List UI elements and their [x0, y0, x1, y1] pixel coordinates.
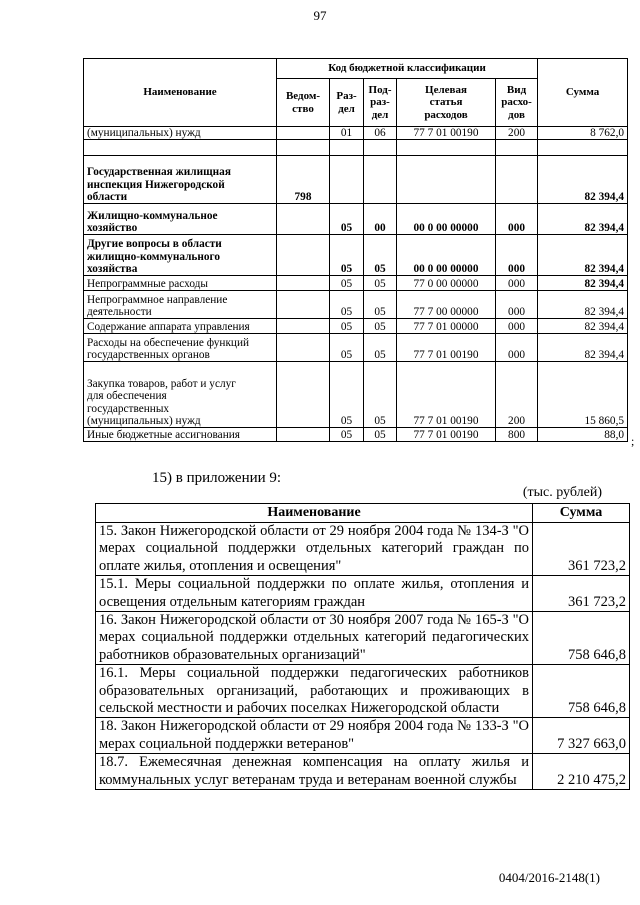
header-expense-kind: Вид расхо- дов [496, 79, 538, 127]
table-row [84, 362, 628, 428]
row-section: 05 [330, 428, 364, 442]
row-amount: 82 394,4 [538, 319, 628, 334]
row-target-article: 77 7 01 00190 [397, 362, 496, 428]
row-target-article: 77 7 01 00190 [397, 428, 496, 442]
row-section: 05 [330, 276, 364, 291]
appendix-header-name: Наименование [96, 504, 533, 523]
row-target-article: 77 0 00 00000 [397, 276, 496, 291]
row-expense-kind: 800 [496, 428, 538, 442]
document-code: 0404/2016-2148(1) [498, 870, 600, 885]
row-expense-kind: 000 [496, 204, 538, 235]
table-row [84, 156, 628, 204]
header-classification-group: Код бюджетной классификации [277, 59, 538, 79]
row-section: 05 [330, 235, 364, 276]
appendix-row [96, 718, 630, 754]
appendix-table-body [96, 523, 630, 790]
row-dept [277, 127, 330, 140]
row-dept [277, 235, 330, 276]
appendix-row-name: 16.1. Меры социальной поддержки педагогических работников образовательных организаций, работающих и проживающих в сельской местности и рабочих поселках Нижегородской области [96, 665, 533, 718]
appendix-row [96, 523, 630, 576]
row-dept [277, 319, 330, 334]
row-target-article: 77 7 01 00190 [397, 334, 496, 362]
header-subsection: Под- раз- дел [364, 79, 397, 127]
trailing-semicolon: ; [631, 434, 635, 448]
appendix-row [96, 754, 630, 790]
row-target-article: 77 7 01 00000 [397, 319, 496, 334]
appendix-row-amount: 758 646,8 [533, 665, 630, 718]
row-expense-kind: 000 [496, 334, 538, 362]
row-expense-kind: 000 [496, 276, 538, 291]
row-expense-kind: 000 [496, 235, 538, 276]
appendix-row-name: 18.7. Ежемесячная денежная компенсация на оплату жилья и коммунальных услуг ветеранам труда и ветеранам военной службы [96, 754, 533, 790]
row-section [330, 140, 364, 156]
budget-table-body [84, 127, 628, 442]
budget-classification-table [83, 58, 628, 442]
row-subsection: 05 [364, 291, 397, 319]
appendix-title: 15) в приложении 9: [152, 470, 282, 486]
row-name: Жилищно-коммунальное хозяйство [84, 204, 277, 235]
table-row [84, 291, 628, 319]
row-subsection: 05 [364, 428, 397, 442]
row-dept: 798 [277, 156, 330, 204]
units-note: (тыс. рублей) [522, 485, 602, 500]
table-row [84, 204, 628, 235]
header-dept: Ведом- ство [277, 79, 330, 127]
row-name: Содержание аппарата управления [84, 319, 277, 334]
row-subsection: 05 [364, 235, 397, 276]
header-target-article: Целевая статья расходов [397, 79, 496, 127]
row-amount: 82 394,4 [538, 334, 628, 362]
appendix-row-name: 15.1. Меры социальной поддержки по оплате жилья, отопления и освещения отдельным категориям граждан [96, 576, 533, 612]
row-name: Расходы на обеспечение функций государственных органов [84, 334, 277, 362]
table-row [84, 319, 628, 334]
row-expense-kind: 000 [496, 319, 538, 334]
row-expense-kind: 200 [496, 362, 538, 428]
row-expense-kind: 200 [496, 127, 538, 140]
row-name: (муниципальных) нужд [84, 127, 277, 140]
header-amount: Сумма [538, 59, 628, 127]
row-subsection: 06 [364, 127, 397, 140]
row-name [84, 140, 277, 156]
row-subsection: 05 [364, 276, 397, 291]
row-subsection [364, 140, 397, 156]
row-subsection: 00 [364, 204, 397, 235]
appendix-row [96, 576, 630, 612]
row-name: Иные бюджетные ассигнования [84, 428, 277, 442]
table-row [84, 140, 628, 156]
appendix-row [96, 612, 630, 665]
row-section: 05 [330, 334, 364, 362]
table-row [84, 334, 628, 362]
row-dept [277, 140, 330, 156]
row-expense-kind: 000 [496, 291, 538, 319]
appendix-row [96, 665, 630, 718]
table-row [84, 276, 628, 291]
row-amount: 88,0 [538, 428, 628, 442]
row-amount: 82 394,4 [538, 235, 628, 276]
row-subsection [364, 156, 397, 204]
appendix-row-name: 15. Закон Нижегородской области от 29 ноября 2004 года № 134-З "О мерах социальной поддержки отдельных категорий граждан по оплате жилья, отопления и освещения" [96, 523, 533, 576]
row-dept [277, 291, 330, 319]
row-target-article: 00 0 00 00000 [397, 204, 496, 235]
appendix-row-amount: 361 723,2 [533, 523, 630, 576]
appendix-row-amount: 7 327 663,0 [533, 718, 630, 754]
table-row [84, 428, 628, 442]
row-name: Закупка товаров, работ и услуг для обеспечения государственных (муниципальных) нужд [84, 362, 277, 428]
row-name: Непрограммное направление деятельности [84, 291, 277, 319]
row-amount: 82 394,4 [538, 204, 628, 235]
row-amount: 8 762,0 [538, 127, 628, 140]
row-dept [277, 362, 330, 428]
appendix-row-name: 18. Закон Нижегородской области от 29 ноября 2004 года № 133-З "О мерах социальной поддержки ветеранов" [96, 718, 533, 754]
row-expense-kind [496, 156, 538, 204]
table-row [84, 235, 628, 276]
row-section: 05 [330, 291, 364, 319]
row-target-article: 77 7 00 00000 [397, 291, 496, 319]
row-subsection: 05 [364, 362, 397, 428]
row-dept [277, 276, 330, 291]
appendix-row-amount: 2 210 475,2 [533, 754, 630, 790]
appendix-row-amount: 361 723,2 [533, 576, 630, 612]
row-amount [538, 140, 628, 156]
row-subsection: 05 [364, 334, 397, 362]
appendix-header-amount: Сумма [533, 504, 630, 523]
row-section [330, 156, 364, 204]
row-target-article: 00 0 00 00000 [397, 235, 496, 276]
header-name: Наименование [84, 59, 277, 127]
row-name: Другие вопросы в области жилищно-коммунального хозяйства [84, 235, 277, 276]
row-section: 05 [330, 319, 364, 334]
row-amount: 82 394,4 [538, 156, 628, 204]
row-subsection: 05 [364, 319, 397, 334]
row-section: 01 [330, 127, 364, 140]
row-dept [277, 204, 330, 235]
row-name: Государственная жилищная инспекция Нижегородской области [84, 156, 277, 204]
row-amount: 15 860,5 [538, 362, 628, 428]
row-expense-kind [496, 140, 538, 156]
row-dept [277, 428, 330, 442]
table-row [84, 127, 628, 140]
appendix-table [95, 503, 630, 790]
row-section: 05 [330, 204, 364, 235]
header-section: Раз- дел [330, 79, 364, 127]
appendix-row-amount: 758 646,8 [533, 612, 630, 665]
row-target-article [397, 156, 496, 204]
row-target-article: 77 7 01 00190 [397, 127, 496, 140]
row-name: Непрограммные расходы [84, 276, 277, 291]
row-target-article [397, 140, 496, 156]
row-amount: 82 394,4 [538, 291, 628, 319]
row-dept [277, 334, 330, 362]
row-amount: 82 394,4 [538, 276, 628, 291]
appendix-row-name: 16. Закон Нижегородской области от 30 ноября 2007 года № 165-З "О мерах социальной поддержки отдельных категорий педагогических работников образовательных организаций" [96, 612, 533, 665]
row-section: 05 [330, 362, 364, 428]
page-number: 97 [313, 8, 327, 23]
